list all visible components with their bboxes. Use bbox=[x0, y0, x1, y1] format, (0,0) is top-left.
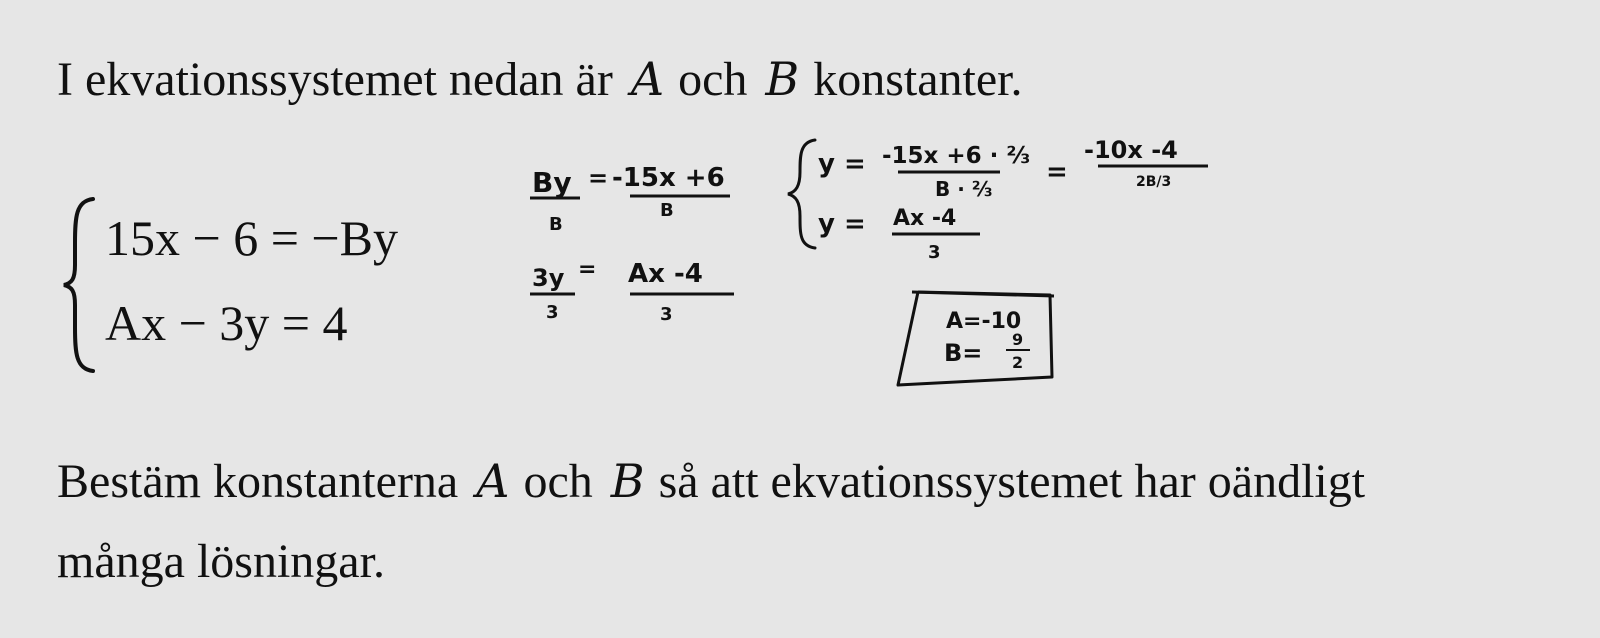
hw-step2-lhs-den: 3 bbox=[546, 302, 559, 323]
question-before: Bestäm konstanterna bbox=[57, 455, 459, 508]
variable-a: A bbox=[476, 454, 510, 508]
intro-before: I ekvationssystemet nedan är bbox=[57, 53, 613, 106]
equation-1: 15x − 6 = −By bbox=[105, 210, 398, 266]
hw-result-den: 2B/3 bbox=[1136, 174, 1172, 190]
hw-sys-y2: y = bbox=[818, 209, 866, 239]
handwritten-notes bbox=[520, 125, 1240, 405]
question-line-1 bbox=[57, 454, 1366, 508]
hw-answer-b: B= bbox=[944, 339, 983, 367]
intro-after: konstanter. bbox=[813, 53, 1023, 106]
hw-step1-lhs-den: B bbox=[549, 214, 563, 235]
handwritten-step-1 bbox=[530, 163, 730, 235]
hw-answer-b-den: 2 bbox=[1012, 353, 1024, 372]
variable-b: B bbox=[610, 454, 645, 508]
handwritten-step-2 bbox=[530, 257, 734, 325]
hw-sys-y1-den: B · ⅔ bbox=[935, 177, 993, 201]
question-middle: och bbox=[523, 455, 593, 508]
variable-a: A bbox=[630, 52, 665, 106]
hw-result-num: -10x -4 bbox=[1084, 136, 1178, 164]
hw-step1-lhs: By bbox=[532, 166, 572, 199]
hw-result-eq: = bbox=[1046, 157, 1068, 187]
hw-step1-eq: = bbox=[588, 164, 609, 192]
equation-2: Ax − 3y = 4 bbox=[105, 295, 348, 351]
handwritten-result bbox=[1046, 136, 1208, 190]
variable-b: B bbox=[765, 52, 800, 106]
hw-step1-rhs: -15x +6 bbox=[612, 163, 725, 193]
hw-step1-rhs-den: B bbox=[660, 200, 674, 221]
intro-middle: och bbox=[678, 53, 748, 106]
hw-sys-y1-num: -15x +6 · ⅔ bbox=[882, 143, 1031, 169]
hw-step2-lhs: 3y bbox=[532, 264, 565, 292]
left-brace bbox=[60, 195, 100, 375]
hw-sys-y1: y = bbox=[818, 149, 866, 179]
hw-step2-rhs: Ax -4 bbox=[628, 259, 703, 289]
hw-step2-eq: = bbox=[578, 257, 597, 282]
question-after: så att ekvationssystemet har oändligt bbox=[658, 455, 1366, 508]
hw-answer-a: A=-10 bbox=[946, 309, 1022, 334]
hw-sys-y2-den: 3 bbox=[928, 242, 941, 263]
hw-sys-y2-num: Ax -4 bbox=[893, 206, 957, 231]
handwritten-system bbox=[788, 140, 1030, 263]
intro-text bbox=[57, 52, 1023, 106]
hw-answer-b-num: 9 bbox=[1012, 330, 1024, 349]
hw-step2-rhs-den: 3 bbox=[660, 304, 673, 325]
handwritten-answer-box bbox=[898, 292, 1054, 385]
equation-system bbox=[60, 195, 520, 375]
question-line-2: många lösningar. bbox=[57, 535, 385, 588]
